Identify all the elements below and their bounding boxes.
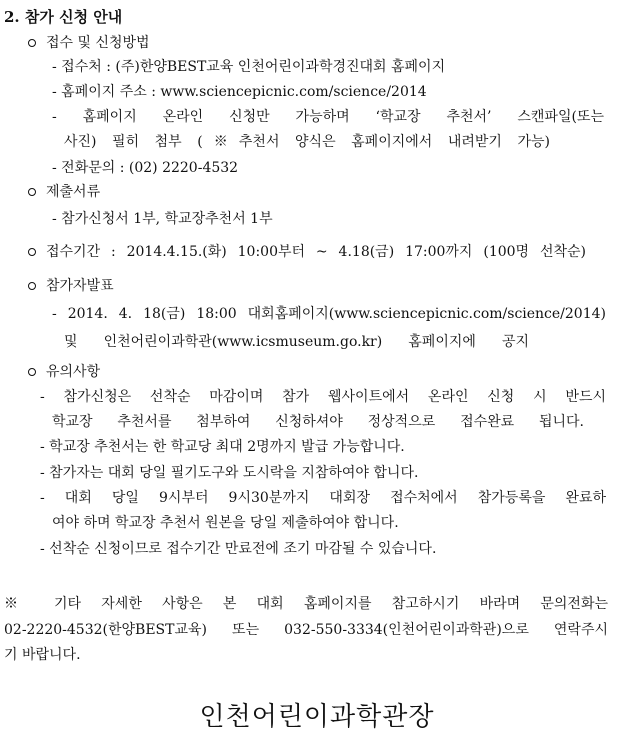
footer-signature: 인천어린이과학관장 <box>199 702 435 732</box>
remark-line: 02-2220-4532(한양BEST교육) 또는 032-550-3334(인천어린이과학관)으로 연락주시 <box>4 622 608 638</box>
method-line: - 전화문의 : (02) 2220-4532 <box>52 160 239 176</box>
notes-line: - 선착순 신청이므로 접수기간 만료전에 조기 마감될 수 있습니다. <box>40 541 437 557</box>
remark-line: ※ 기타 자세한 사항은 본 대회 홈페이지를 참고하시기 바라며 문의전화는 <box>4 596 608 612</box>
circle-bullet-icon <box>28 248 36 256</box>
method-line: 사진) 필히 첨부 (※추천서 양식은 홈페이지에서 내려받기 가능) <box>64 134 550 150</box>
notes-line: - 참가자는 대회 당일 필기도구와 도시락을 지참하여야 합니다. <box>40 465 419 481</box>
circle-bullet-icon <box>28 282 36 290</box>
method-line: - 홈페이지 주소 : www.sciencepicnic.com/science/2014 <box>52 84 427 100</box>
circle-bullet-icon <box>28 368 36 376</box>
period-text: 접수기간 : 2014.4.15.(화) 10:00부터 ~ 4.18(금) 17:00까지 (100명 선착순) <box>46 244 586 260</box>
notes-heading: 유의사항 <box>46 364 101 380</box>
notes-line: - 학교장 추천서는 한 학교당 최대 2명까지 발급 가능합니다. <box>40 439 405 455</box>
announcement-line: 및 인천어린이과학관(www.icsmuseum.go.kr) 홈페이지에 공지 <box>64 334 529 350</box>
notes-line: - 참가신청은 선착순 마감이며 참가 웹사이트에서 온라인 신청 시 반드시 <box>40 389 606 405</box>
announcement-heading: 참가자발표 <box>46 278 114 294</box>
section-title: 2. 참가 신청 안내 <box>4 8 123 26</box>
method-line: - 접수처 : (주)한양BEST교육 인천어린이과학경진대회 홈페이지 <box>52 59 446 75</box>
notes-line: 학교장 추천서를 첨부하여 신청하셔야 정상적으로 접수완료 됩니다. <box>52 414 584 430</box>
method-heading: 접수 및 신청방법 <box>46 35 150 51</box>
circle-bullet-icon <box>28 188 36 196</box>
documents-line: - 참가신청서 1부, 학교장추천서 1부 <box>52 211 273 227</box>
method-line: - 홈페이지 온라인 신청만 가능하며 ‘학교장 추천서’ 스캔파일(또는 <box>52 109 604 125</box>
announcement-line: - 2014. 4. 18(금) 18:00 대회홈페이지(www.sciencepicnic.com/science/2014) <box>52 306 606 322</box>
documents-heading: 제출서류 <box>46 184 101 200</box>
circle-bullet-icon <box>28 39 36 47</box>
remark-line: 기 바랍니다. <box>4 647 81 663</box>
notes-line: - 대회 당일 9시부터 9시30분까지 대회장 접수처에서 참가등록을 완료하 <box>40 490 606 506</box>
notes-line: 여야 하며 학교장 추천서 원본을 당일 제출하여야 합니다. <box>52 515 399 531</box>
